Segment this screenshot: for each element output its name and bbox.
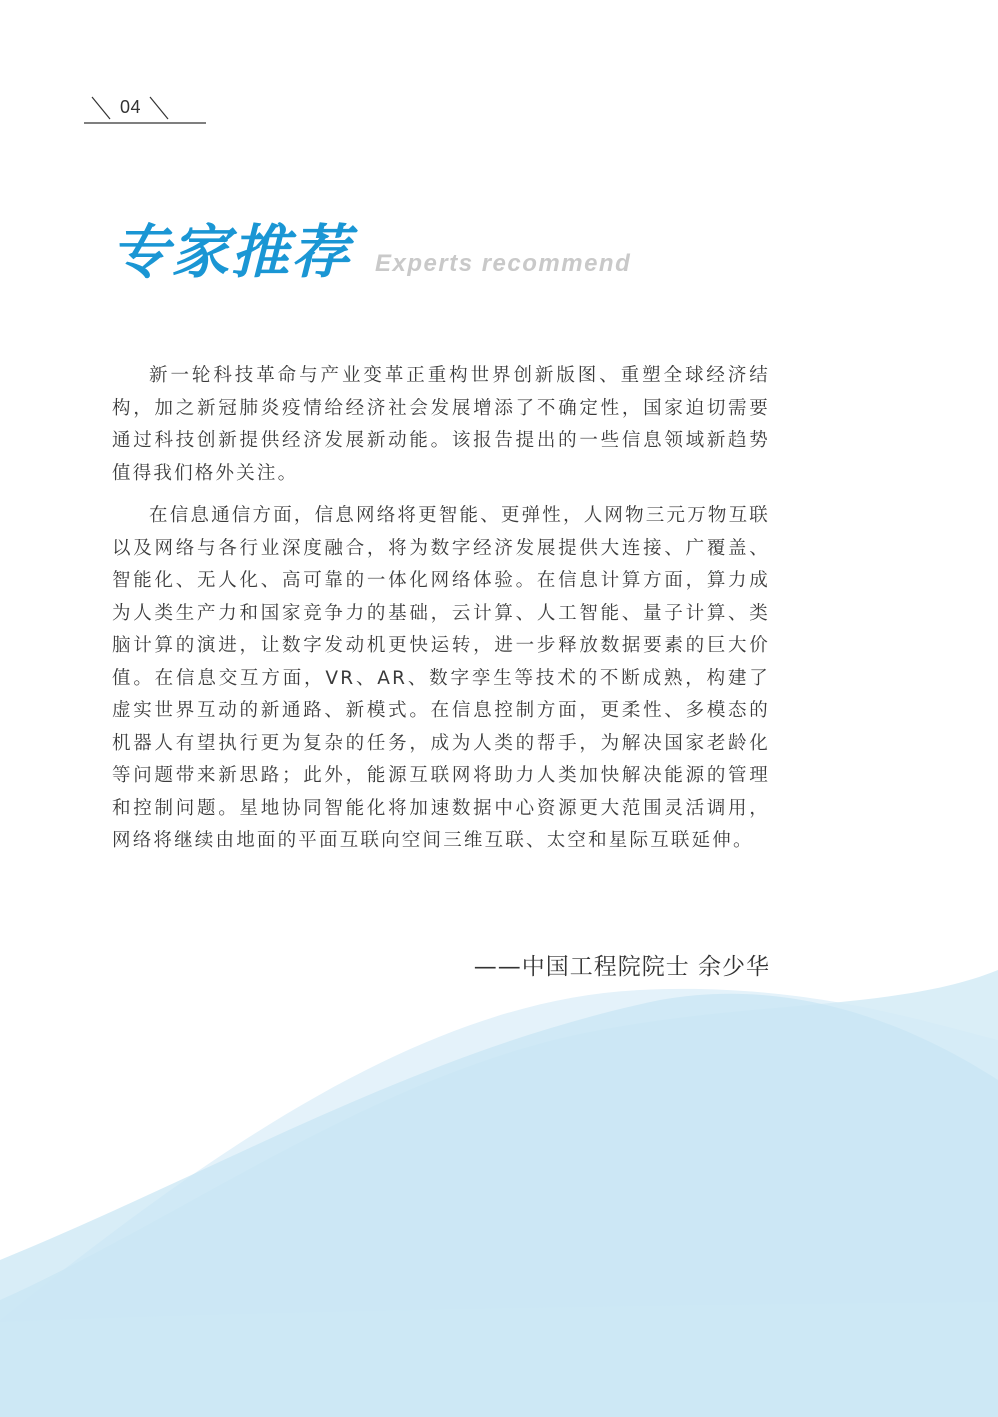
backslash-line-icon [150,97,168,119]
decorative-waves [0,960,998,1417]
page-marker-lines [84,94,206,124]
page-number-marker [84,94,206,124]
recommendation-body [112,360,770,868]
page-number: 04 [120,97,142,117]
section-title-cn: 专家推荐 [111,218,352,286]
paragraph-2: 在信息通信方面，信息网络将更智能、更弹性，人网物三元万物互联以及网络与各行业深度融合，将为数字经济发展提供大连接、广覆盖、智能化、无人化、高可靠的一体化网络体验。在信息计算方面，算力成为人类生产力和国家竞争力的基础，云计算、人工智能、量子计算、类脑计算的演进，让数字发动机更快运转，进一步释放数据要素的巨大价值。在信息交互方面，VR、AR、数字孪生等技术的不断成熟，构建了虚实世界互动的新通路、新模式。在信息控制方面，更柔性、多模态的机器人有望执行更为复杂的任务，成为人类的帮手，为解决国家老龄化等问题带来新思路；此外，能源互联网将助力人类加快解决能源的管理和控制问题。星地协同智能化将加速数据中心资源更大范围灵活调用，网络将继续由地面的平面互联向空间三维互联、太空和星际互联延伸。 [112,505,771,851]
backslash-line-icon [92,97,110,119]
author-signature: ——中国工程院院士 余少华 [473,954,770,980]
paragraph-1: 新一轮科技革命与产业变革正重构世界创新版图、重塑全球经济结构，加之新冠肺炎疫情给经济社会发展增添了不确定性，国家迫切需要通过科技创新提供经济发展新动能。该报告提出的一些信息领域新趋势值得我们格外关注。 [112,365,770,484]
wave-base [0,1302,998,1417]
section-title-en: Experts recommend [375,250,632,277]
